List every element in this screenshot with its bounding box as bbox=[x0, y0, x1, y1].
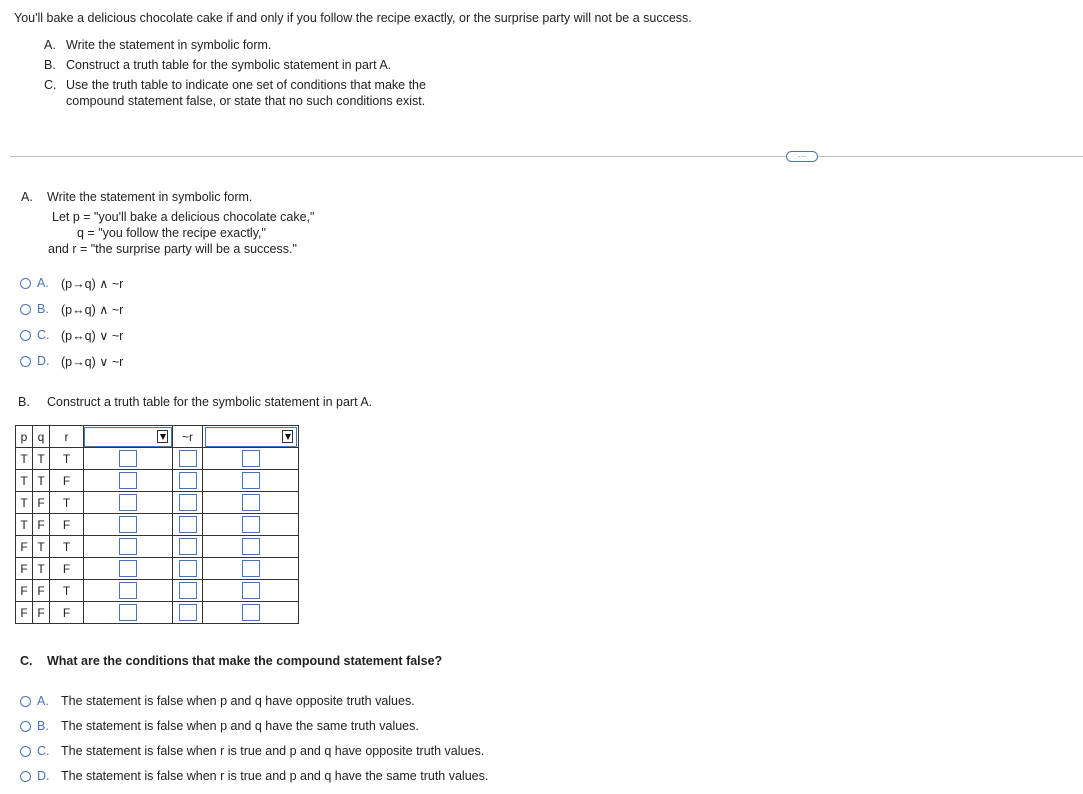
option-text: The statement is false when p and q have the same truth values. bbox=[61, 719, 419, 733]
r-definition: and r = "the surprise party will be a success." bbox=[48, 242, 297, 256]
part-b-heading: Construct a truth table for the symbolic statement in part A. bbox=[47, 395, 373, 409]
answer-input-box[interactable] bbox=[119, 582, 137, 599]
column-1-dropdown[interactable] bbox=[84, 427, 172, 447]
answer-input-box[interactable] bbox=[179, 494, 197, 511]
cell-q: F bbox=[33, 580, 50, 602]
cell-q: F bbox=[33, 492, 50, 514]
option-text: (p↔q) ∨ ~r bbox=[61, 329, 124, 343]
cell-q: T bbox=[33, 558, 50, 580]
part-c-letter: C. bbox=[20, 654, 33, 668]
cell-p: T bbox=[16, 470, 33, 492]
part-a-letter: A. bbox=[21, 190, 33, 204]
table-row bbox=[16, 602, 299, 624]
option-text: (p↔q) ∧ ~r bbox=[61, 303, 124, 317]
task-b-text: Construct a truth table for the symbolic statement in part A. bbox=[66, 58, 392, 72]
cell-p: T bbox=[16, 514, 33, 536]
header-not-r: ~r bbox=[173, 426, 203, 448]
radio-button[interactable] bbox=[20, 746, 31, 757]
problem-intro: You'll bake a delicious chocolate cake if and only if you follow the recipe exactly, or the surprise party will not be a success. bbox=[14, 11, 692, 25]
option-letter: D. bbox=[37, 354, 50, 368]
answer-cell-not-r bbox=[173, 470, 203, 492]
header-p: p bbox=[16, 426, 33, 448]
option-letter: B. bbox=[37, 302, 49, 316]
answer-cell-not-r bbox=[173, 558, 203, 580]
cell-r: T bbox=[50, 448, 84, 470]
answer-input-box[interactable] bbox=[119, 450, 137, 467]
table-row bbox=[16, 558, 299, 580]
task-c-letter: C. bbox=[44, 78, 57, 92]
answer-input-box[interactable] bbox=[242, 494, 260, 511]
cell-q: F bbox=[33, 514, 50, 536]
option-letter: C. bbox=[37, 744, 50, 758]
cell-p: T bbox=[16, 448, 33, 470]
let-p-definition: Let p = "you'll bake a delicious chocolate cake," bbox=[52, 210, 315, 224]
cell-r: F bbox=[50, 514, 84, 536]
answer-cell-not-r bbox=[173, 536, 203, 558]
radio-button[interactable] bbox=[20, 304, 31, 315]
radio-button[interactable] bbox=[20, 721, 31, 732]
option-letter: A. bbox=[37, 276, 49, 290]
cell-p: F bbox=[16, 536, 33, 558]
header-col1-select-cell bbox=[84, 426, 173, 448]
answer-input-box[interactable] bbox=[179, 450, 197, 467]
answer-input-box[interactable] bbox=[242, 450, 260, 467]
answer-cell-col3 bbox=[203, 514, 299, 536]
answer-input-box[interactable] bbox=[179, 538, 197, 555]
cell-r: F bbox=[50, 602, 84, 624]
truth-table-header bbox=[16, 426, 299, 448]
answer-cell-col3 bbox=[203, 536, 299, 558]
cell-q: T bbox=[33, 470, 50, 492]
part-b-letter: B. bbox=[18, 395, 30, 409]
answer-cell-col3 bbox=[203, 448, 299, 470]
header-col3-select-cell bbox=[203, 426, 299, 448]
table-row bbox=[16, 448, 299, 470]
part-a-heading: Write the statement in symbolic form. bbox=[47, 190, 253, 204]
answer-cell-col3 bbox=[203, 492, 299, 514]
answer-cell-col3 bbox=[203, 580, 299, 602]
answer-input-box[interactable] bbox=[179, 516, 197, 533]
cell-r: T bbox=[50, 536, 84, 558]
option-letter: B. bbox=[37, 719, 49, 733]
answer-input-box[interactable] bbox=[179, 472, 197, 489]
table-row bbox=[16, 536, 299, 558]
answer-input-box[interactable] bbox=[179, 560, 197, 577]
cell-p: F bbox=[16, 602, 33, 624]
cell-q: F bbox=[33, 602, 50, 624]
dropdown-arrow-icon bbox=[282, 430, 293, 443]
radio-button[interactable] bbox=[20, 356, 31, 367]
option-text: (p→q) ∨ ~r bbox=[61, 355, 124, 369]
cell-p: F bbox=[16, 558, 33, 580]
task-a-letter: A. bbox=[44, 38, 56, 52]
answer-cell-col3 bbox=[203, 470, 299, 492]
answer-cell-col1 bbox=[84, 514, 173, 536]
answer-input-box[interactable] bbox=[119, 538, 137, 555]
answer-cell-col1 bbox=[84, 558, 173, 580]
cell-r: F bbox=[50, 470, 84, 492]
task-c-text: Use the truth table to indicate one set of conditions that make the bbox=[66, 78, 426, 92]
radio-button[interactable] bbox=[20, 771, 31, 782]
column-3-dropdown[interactable] bbox=[205, 427, 297, 447]
section-divider bbox=[10, 156, 1083, 157]
more-button[interactable]: ··· bbox=[786, 151, 818, 162]
option-text: The statement is false when r is true and p and q have the same truth values. bbox=[61, 769, 489, 783]
truth-table bbox=[15, 425, 299, 624]
table-row bbox=[16, 580, 299, 602]
answer-input-box[interactable] bbox=[242, 516, 260, 533]
option-text: The statement is false when r is true and p and q have opposite truth values. bbox=[61, 744, 485, 758]
answer-cell-not-r bbox=[173, 448, 203, 470]
answer-cell-not-r bbox=[173, 580, 203, 602]
cell-p: T bbox=[16, 492, 33, 514]
q-definition: q = "you follow the recipe exactly," bbox=[77, 226, 266, 240]
answer-input-box[interactable] bbox=[242, 538, 260, 555]
answer-cell-col3 bbox=[203, 602, 299, 624]
answer-cell-not-r bbox=[173, 492, 203, 514]
answer-input-box[interactable] bbox=[179, 604, 197, 621]
answer-input-box[interactable] bbox=[119, 560, 137, 577]
answer-input-box[interactable] bbox=[179, 582, 197, 599]
task-c-text-line2: compound statement false, or state that no such conditions exist. bbox=[66, 94, 426, 108]
answer-cell-col1 bbox=[84, 602, 173, 624]
cell-r: T bbox=[50, 492, 84, 514]
table-row bbox=[16, 492, 299, 514]
header-q: q bbox=[33, 426, 50, 448]
answer-input-box[interactable] bbox=[242, 472, 260, 489]
answer-input-box[interactable] bbox=[119, 494, 137, 511]
option-letter: D. bbox=[37, 769, 50, 783]
radio-button[interactable] bbox=[20, 278, 31, 289]
table-row bbox=[16, 514, 299, 536]
option-letter: A. bbox=[37, 694, 49, 708]
answer-cell-col1 bbox=[84, 580, 173, 602]
option-text: (p→q) ∧ ~r bbox=[61, 277, 124, 291]
answer-cell-col1 bbox=[84, 492, 173, 514]
answer-cell-col3 bbox=[203, 558, 299, 580]
answer-input-box[interactable] bbox=[119, 472, 137, 489]
option-letter: C. bbox=[37, 328, 50, 342]
table-row bbox=[16, 470, 299, 492]
answer-cell-col1 bbox=[84, 536, 173, 558]
answer-cell-not-r bbox=[173, 602, 203, 624]
cell-q: T bbox=[33, 448, 50, 470]
answer-input-box[interactable] bbox=[119, 604, 137, 621]
option-text: The statement is false when p and q have opposite truth values. bbox=[61, 694, 415, 708]
answer-input-box[interactable] bbox=[242, 604, 260, 621]
dropdown-arrow-icon bbox=[157, 430, 168, 443]
task-b-letter: B. bbox=[44, 58, 56, 72]
cell-r: T bbox=[50, 580, 84, 602]
cell-q: T bbox=[33, 536, 50, 558]
header-r: r bbox=[50, 426, 84, 448]
radio-button[interactable] bbox=[20, 330, 31, 341]
answer-cell-not-r bbox=[173, 514, 203, 536]
cell-r: F bbox=[50, 558, 84, 580]
task-a-text: Write the statement in symbolic form. bbox=[66, 38, 272, 52]
answer-input-box[interactable] bbox=[242, 560, 260, 577]
answer-input-box[interactable] bbox=[119, 516, 137, 533]
answer-cell-col1 bbox=[84, 448, 173, 470]
answer-input-box[interactable] bbox=[242, 582, 260, 599]
part-c-heading: What are the conditions that make the compound statement false? bbox=[47, 654, 443, 668]
radio-button[interactable] bbox=[20, 696, 31, 707]
answer-cell-col1 bbox=[84, 470, 173, 492]
cell-p: F bbox=[16, 580, 33, 602]
